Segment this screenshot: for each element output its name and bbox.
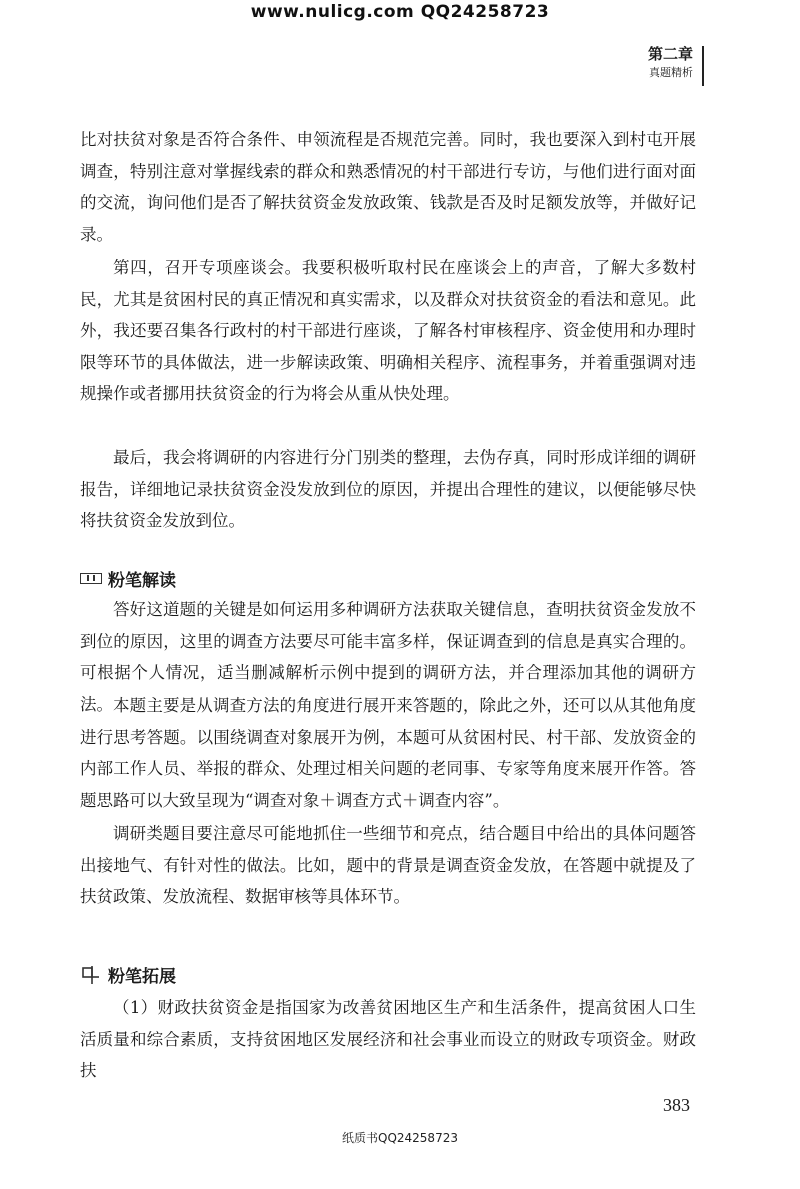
expansion-paragraph-1: （1）财政扶贫资金是指国家为改善贫困地区生产和生活条件，提高贫困人口生活质量和综合素质，支持贫困地区发展经济和社会事业而设立的财政专项资金。财政扶 <box>80 998 696 1080</box>
section-expansion-title: 粉笔拓展 <box>108 967 176 987</box>
top-watermark: www.nulicg.com QQ24258723 <box>250 2 550 22</box>
paragraph-forum: 第四，召开专项座谈会。我要积极听取村民在座谈会上的声音，了解大多数村民，尤其是贫困村民的真正情况和真实需求，以及群众对扶贫资金的看法和意见。此外，我还要召集各行政村的村干部进行座谈，了解各村审核程序、资金使用和办理时限等环节的具体做法，进一步解读政策、明确相关程序、流程事务，并着重强调对违规操作或者挪用扶贫资金的行为将会从重从快处理。 <box>80 258 696 403</box>
paragraph-continued: 比对扶贫对象是否符合条件、申领流程是否规范完善。同时，我也要深入到村屯开展调查，特别注意对掌握线索的群众和熟悉情况的村干部进行专访，与他们进行面对面的交流，询问他们是否了解扶贫资金发放政策、钱款是否及时足额发放等，并做好记录。 <box>80 130 696 244</box>
interpretation-paragraph-2: 本题主要是从调查方法的角度进行展开来答题的，除此之外，还可以从其他角度进行思考答题。以围绕调查对象展开为例，本题可从贫困村民、村干部、发放资金的内部工作人员、举报的群众、处理过相关问题的老同事、专家等角度来展开作答。答题思路可以大致呈现为“调查对象＋调查方式＋调查内容”。 <box>80 696 696 810</box>
chat-box-icon <box>80 573 102 584</box>
chapter-header <box>648 44 693 82</box>
section-interpretation-heading <box>80 566 176 591</box>
paragraph-conclusion: 最后，我会将调研的内容进行分门别类的整理，去伪存真，同时形成详细的调研报告，详细地记录扶贫资金没发放到位的原因，并提出合理性的建议，以便能够尽快将扶贫资金发放到位。 <box>80 448 696 530</box>
section-interpretation-title: 粉笔解读 <box>108 571 176 591</box>
interpretation-paragraph-3: 调研类题目要注意尽可能地抓住一些细节和亮点，结合题目中给出的具体问题答出接地气、有针对性的做法。比如，题中的背景是调查资金发放，在答题中就提及了扶贫政策、发放流程、数据审核等具体环节。 <box>80 824 696 906</box>
section-expansion-heading <box>80 962 176 987</box>
chapter-divider <box>702 46 704 86</box>
bottom-watermark: 纸质书QQ24258723 <box>342 1131 458 1145</box>
chapter-subtitle: 真题精析 <box>649 66 693 79</box>
interpretation-paragraph-1: 答好这道题的关键是如何运用多种调研方法获取关键信息，查明扶贫资金发放不到位的原因，这里的调查方法要尽可能丰富多样，保证调查到的信息是真实合理的。可根据个人情况，适当删减解析示例中提到的调研方法，并合理添加其他的调研方法。 <box>80 600 696 714</box>
chapter-title: 第二章 <box>647 45 693 63</box>
page-number: 383 <box>663 1095 690 1115</box>
expand-grid-icon <box>80 964 102 986</box>
